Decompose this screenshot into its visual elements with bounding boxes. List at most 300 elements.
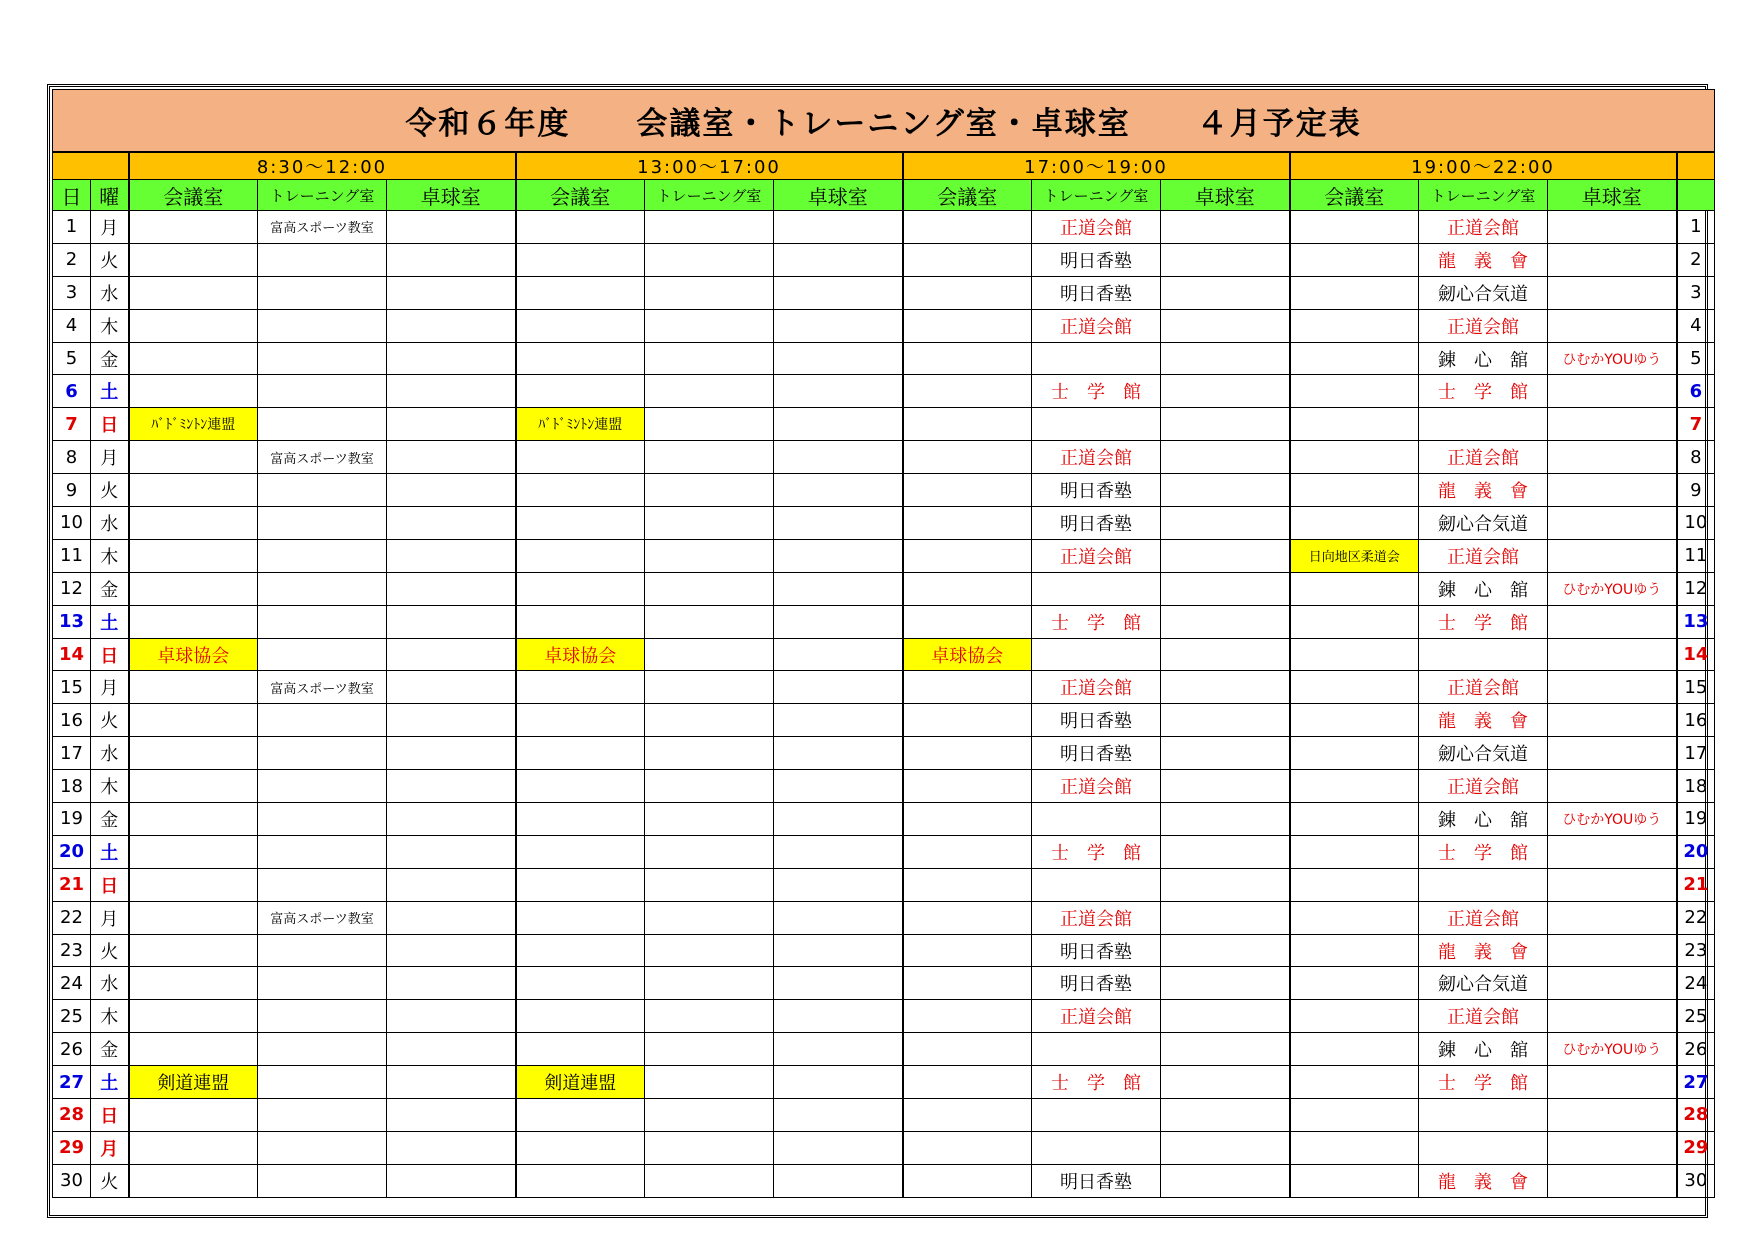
booking-night-meeting — [1290, 1033, 1419, 1066]
booking-night-training: 錬 心 舘 — [1419, 803, 1548, 836]
booking-early-evening-pingpong — [1161, 770, 1290, 803]
booking-night-pingpong — [1548, 901, 1677, 934]
room-header-meeting: 会議室 — [903, 180, 1032, 211]
day-number: 6 — [53, 375, 91, 408]
day-number: 10 — [53, 507, 91, 540]
booking-afternoon-meeting — [516, 507, 645, 540]
booking-morning-pingpong — [387, 276, 516, 309]
booking-afternoon-training — [645, 539, 774, 572]
booking-early-evening-training: 明日香塾 — [1032, 243, 1161, 276]
room-header-training: トレーニング室 — [258, 180, 387, 211]
booking-morning-meeting — [129, 770, 258, 803]
booking-morning-training: 富高スポーツ教室 — [258, 211, 387, 244]
booking-early-evening-training: 正道会館 — [1032, 901, 1161, 934]
booking-morning-meeting — [129, 671, 258, 704]
booking-morning-training — [258, 342, 387, 375]
booking-morning-training — [258, 474, 387, 507]
booking-afternoon-training — [645, 737, 774, 770]
day-number: 21 — [53, 868, 91, 901]
booking-afternoon-meeting — [516, 605, 645, 638]
booking-morning-pingpong — [387, 1099, 516, 1132]
booking-afternoon-meeting — [516, 539, 645, 572]
time-corner-cell — [53, 152, 129, 180]
day-row — [53, 704, 1715, 737]
booking-morning-meeting — [129, 868, 258, 901]
booking-night-training: 正道会館 — [1419, 211, 1548, 244]
booking-afternoon-training — [645, 1164, 774, 1197]
booking-morning-training — [258, 572, 387, 605]
day-row — [53, 901, 1715, 934]
booking-morning-training — [258, 1033, 387, 1066]
booking-morning-meeting: 卓球協会 — [129, 638, 258, 671]
booking-night-meeting — [1290, 934, 1419, 967]
booking-morning-pingpong — [387, 408, 516, 441]
booking-night-pingpong — [1548, 638, 1677, 671]
day-row — [53, 375, 1715, 408]
booking-afternoon-pingpong — [774, 474, 903, 507]
room-header-pingpong: 卓球室 — [387, 180, 516, 211]
weekday: 金 — [91, 803, 129, 836]
booking-early-evening-meeting — [903, 770, 1032, 803]
booking-night-training — [1419, 408, 1548, 441]
booking-night-pingpong — [1548, 737, 1677, 770]
day-number-right: 8 — [1677, 441, 1715, 474]
booking-morning-training — [258, 1099, 387, 1132]
booking-early-evening-meeting — [903, 1066, 1032, 1099]
booking-afternoon-pingpong — [774, 770, 903, 803]
booking-early-evening-training: 正道会館 — [1032, 309, 1161, 342]
booking-early-evening-pingpong — [1161, 704, 1290, 737]
booking-night-training: 士 学 館 — [1419, 1066, 1548, 1099]
booking-early-evening-training: 士 学 館 — [1032, 835, 1161, 868]
booking-morning-training — [258, 1066, 387, 1099]
booking-night-pingpong — [1548, 967, 1677, 1000]
booking-early-evening-training — [1032, 1131, 1161, 1164]
weekday: 木 — [91, 770, 129, 803]
booking-night-pingpong — [1548, 309, 1677, 342]
booking-morning-meeting — [129, 1099, 258, 1132]
day-row — [53, 309, 1715, 342]
booking-early-evening-pingpong — [1161, 868, 1290, 901]
booking-morning-meeting — [129, 539, 258, 572]
booking-early-evening-meeting — [903, 901, 1032, 934]
booking-early-evening-pingpong — [1161, 1164, 1290, 1197]
booking-night-meeting — [1290, 474, 1419, 507]
booking-night-meeting — [1290, 1164, 1419, 1197]
booking-afternoon-training — [645, 803, 774, 836]
day-row — [53, 539, 1715, 572]
booking-night-meeting — [1290, 1000, 1419, 1033]
day-number-right: 21 — [1677, 868, 1715, 901]
booking-night-pingpong — [1548, 1131, 1677, 1164]
weekday: 日 — [91, 1099, 129, 1132]
booking-early-evening-training: 士 学 館 — [1032, 605, 1161, 638]
booking-afternoon-meeting — [516, 1000, 645, 1033]
booking-morning-pingpong — [387, 835, 516, 868]
booking-night-training: 龍 義 會 — [1419, 704, 1548, 737]
booking-morning-meeting — [129, 1164, 258, 1197]
booking-early-evening-training — [1032, 803, 1161, 836]
booking-afternoon-pingpong — [774, 803, 903, 836]
booking-early-evening-pingpong — [1161, 835, 1290, 868]
booking-afternoon-training — [645, 704, 774, 737]
booking-night-meeting — [1290, 408, 1419, 441]
booking-afternoon-pingpong — [774, 276, 903, 309]
day-row — [53, 572, 1715, 605]
booking-morning-meeting — [129, 835, 258, 868]
booking-night-training — [1419, 1131, 1548, 1164]
booking-morning-training — [258, 967, 387, 1000]
time-slot-morning: 8:30～12:00 — [129, 152, 516, 180]
booking-afternoon-training — [645, 375, 774, 408]
booking-night-pingpong — [1548, 835, 1677, 868]
booking-early-evening-meeting — [903, 605, 1032, 638]
weekday: 月 — [91, 901, 129, 934]
booking-morning-pingpong — [387, 770, 516, 803]
booking-early-evening-training: 明日香塾 — [1032, 1164, 1161, 1197]
booking-morning-meeting — [129, 342, 258, 375]
booking-afternoon-training — [645, 342, 774, 375]
booking-early-evening-meeting — [903, 211, 1032, 244]
day-number: 12 — [53, 572, 91, 605]
booking-night-pingpong: ひむかYOUゆう — [1548, 572, 1677, 605]
booking-night-training: 劒心合気道 — [1419, 737, 1548, 770]
booking-early-evening-pingpong — [1161, 211, 1290, 244]
day-row — [53, 737, 1715, 770]
booking-early-evening-meeting — [903, 539, 1032, 572]
booking-early-evening-meeting — [903, 276, 1032, 309]
booking-afternoon-pingpong — [774, 671, 903, 704]
day-number-right: 11 — [1677, 539, 1715, 572]
booking-night-pingpong: ひむかYOUゆう — [1548, 1033, 1677, 1066]
booking-afternoon-pingpong — [774, 309, 903, 342]
booking-early-evening-pingpong — [1161, 901, 1290, 934]
booking-morning-meeting — [129, 967, 258, 1000]
booking-afternoon-training — [645, 1066, 774, 1099]
day-number-right: 29 — [1677, 1131, 1715, 1164]
booking-morning-pingpong — [387, 342, 516, 375]
weekday: 土 — [91, 835, 129, 868]
day-number: 15 — [53, 671, 91, 704]
booking-early-evening-pingpong — [1161, 803, 1290, 836]
booking-early-evening-meeting — [903, 671, 1032, 704]
day-number-right: 12 — [1677, 572, 1715, 605]
booking-morning-training — [258, 1000, 387, 1033]
booking-night-pingpong — [1548, 671, 1677, 704]
booking-early-evening-meeting — [903, 868, 1032, 901]
booking-night-training: 正道会館 — [1419, 901, 1548, 934]
booking-morning-meeting — [129, 605, 258, 638]
booking-morning-meeting — [129, 901, 258, 934]
booking-early-evening-training: 正道会館 — [1032, 539, 1161, 572]
booking-morning-pingpong — [387, 1033, 516, 1066]
booking-afternoon-pingpong — [774, 507, 903, 540]
booking-early-evening-pingpong — [1161, 441, 1290, 474]
booking-afternoon-training — [645, 868, 774, 901]
booking-morning-meeting — [129, 309, 258, 342]
booking-afternoon-meeting — [516, 803, 645, 836]
day-row — [53, 211, 1715, 244]
booking-morning-training: 富高スポーツ教室 — [258, 671, 387, 704]
booking-afternoon-training — [645, 572, 774, 605]
booking-afternoon-pingpong — [774, 1033, 903, 1066]
booking-morning-training — [258, 868, 387, 901]
day-number: 5 — [53, 342, 91, 375]
booking-early-evening-pingpong — [1161, 539, 1290, 572]
day-number: 1 — [53, 211, 91, 244]
booking-early-evening-pingpong — [1161, 408, 1290, 441]
day-number-right: 13 — [1677, 605, 1715, 638]
day-number: 29 — [53, 1131, 91, 1164]
day-row — [53, 835, 1715, 868]
booking-afternoon-training — [645, 671, 774, 704]
booking-afternoon-meeting — [516, 474, 645, 507]
booking-morning-meeting — [129, 276, 258, 309]
weekday: 月 — [91, 441, 129, 474]
booking-afternoon-pingpong — [774, 835, 903, 868]
booking-afternoon-meeting — [516, 342, 645, 375]
booking-night-training: 錬 心 舘 — [1419, 342, 1548, 375]
booking-morning-training — [258, 835, 387, 868]
weekday: 日 — [91, 868, 129, 901]
booking-night-meeting — [1290, 605, 1419, 638]
booking-early-evening-training: 士 学 館 — [1032, 375, 1161, 408]
booking-early-evening-training — [1032, 638, 1161, 671]
room-header-pingpong: 卓球室 — [1161, 180, 1290, 211]
booking-afternoon-meeting — [516, 737, 645, 770]
booking-afternoon-meeting — [516, 1131, 645, 1164]
booking-afternoon-training — [645, 638, 774, 671]
time-slot-row — [53, 152, 1715, 180]
booking-night-training: 劒心合気道 — [1419, 507, 1548, 540]
booking-afternoon-pingpong — [774, 1099, 903, 1132]
day-row — [53, 934, 1715, 967]
page-title: 令和６年度 会議室・トレーニング室・卓球室 ４月予定表 — [53, 90, 1715, 153]
booking-morning-training: 富高スポーツ教室 — [258, 441, 387, 474]
booking-early-evening-training: 明日香塾 — [1032, 507, 1161, 540]
weekday: 木 — [91, 539, 129, 572]
booking-morning-training — [258, 704, 387, 737]
booking-night-meeting — [1290, 309, 1419, 342]
day-number: 13 — [53, 605, 91, 638]
booking-afternoon-pingpong — [774, 704, 903, 737]
booking-early-evening-pingpong — [1161, 1131, 1290, 1164]
booking-afternoon-pingpong — [774, 441, 903, 474]
booking-afternoon-meeting — [516, 835, 645, 868]
booking-afternoon-meeting: 剣道連盟 — [516, 1066, 645, 1099]
booking-afternoon-training — [645, 474, 774, 507]
booking-early-evening-meeting — [903, 507, 1032, 540]
booking-morning-meeting — [129, 1131, 258, 1164]
booking-early-evening-training — [1032, 572, 1161, 605]
day-number-right: 9 — [1677, 474, 1715, 507]
room-header-training: トレーニング室 — [1419, 180, 1548, 211]
day-number: 27 — [53, 1066, 91, 1099]
day-number: 22 — [53, 901, 91, 934]
day-row — [53, 342, 1715, 375]
day-number-right: 24 — [1677, 967, 1715, 1000]
booking-early-evening-meeting — [903, 1164, 1032, 1197]
booking-afternoon-pingpong — [774, 1000, 903, 1033]
day-number-right: 30 — [1677, 1164, 1715, 1197]
room-header-meeting: 会議室 — [129, 180, 258, 211]
day-number: 17 — [53, 737, 91, 770]
booking-night-training: 正道会館 — [1419, 770, 1548, 803]
booking-night-meeting — [1290, 243, 1419, 276]
booking-morning-meeting — [129, 243, 258, 276]
booking-early-evening-training: 明日香塾 — [1032, 704, 1161, 737]
booking-early-evening-pingpong — [1161, 309, 1290, 342]
booking-morning-pingpong — [387, 243, 516, 276]
weekday: 月 — [91, 211, 129, 244]
day-row — [53, 1066, 1715, 1099]
booking-morning-training — [258, 309, 387, 342]
booking-afternoon-pingpong — [774, 868, 903, 901]
day-number-right: 23 — [1677, 934, 1715, 967]
booking-early-evening-training: 正道会館 — [1032, 441, 1161, 474]
booking-morning-training — [258, 934, 387, 967]
booking-morning-meeting: 剣道連盟 — [129, 1066, 258, 1099]
day-number-right: 16 — [1677, 704, 1715, 737]
booking-night-training — [1419, 868, 1548, 901]
booking-night-meeting — [1290, 901, 1419, 934]
weekday: 火 — [91, 1164, 129, 1197]
booking-night-meeting — [1290, 704, 1419, 737]
booking-afternoon-pingpong — [774, 934, 903, 967]
booking-early-evening-training: 正道会館 — [1032, 671, 1161, 704]
day-number-right: 5 — [1677, 342, 1715, 375]
booking-afternoon-pingpong — [774, 1164, 903, 1197]
booking-early-evening-pingpong — [1161, 1066, 1290, 1099]
booking-night-training: 士 学 館 — [1419, 835, 1548, 868]
room-header-pingpong: 卓球室 — [1548, 180, 1677, 211]
booking-afternoon-training — [645, 1131, 774, 1164]
booking-early-evening-meeting — [903, 1099, 1032, 1132]
booking-early-evening-meeting — [903, 1131, 1032, 1164]
day-number: 28 — [53, 1099, 91, 1132]
booking-afternoon-meeting — [516, 1164, 645, 1197]
booking-afternoon-meeting — [516, 704, 645, 737]
booking-morning-meeting — [129, 211, 258, 244]
weekday: 木 — [91, 309, 129, 342]
booking-morning-pingpong — [387, 1164, 516, 1197]
room-header-meeting: 会議室 — [1290, 180, 1419, 211]
booking-night-pingpong — [1548, 408, 1677, 441]
booking-afternoon-pingpong — [774, 572, 903, 605]
weekday: 土 — [91, 375, 129, 408]
booking-morning-meeting: ﾊﾞﾄﾞﾐﾝﾄﾝ連盟 — [129, 408, 258, 441]
day-row — [53, 671, 1715, 704]
booking-afternoon-meeting — [516, 868, 645, 901]
booking-early-evening-meeting — [903, 474, 1032, 507]
weekday: 日 — [91, 408, 129, 441]
booking-afternoon-meeting — [516, 441, 645, 474]
booking-morning-meeting — [129, 507, 258, 540]
booking-morning-training — [258, 375, 387, 408]
day-number-right: 4 — [1677, 309, 1715, 342]
booking-early-evening-pingpong — [1161, 1099, 1290, 1132]
day-number-right: 2 — [1677, 243, 1715, 276]
room-header-row — [53, 180, 1715, 211]
booking-early-evening-meeting — [903, 934, 1032, 967]
booking-night-pingpong: ひむかYOUゆう — [1548, 803, 1677, 836]
booking-afternoon-pingpong — [774, 967, 903, 1000]
day-number: 11 — [53, 539, 91, 572]
booking-afternoon-training — [645, 408, 774, 441]
booking-morning-pingpong — [387, 704, 516, 737]
booking-afternoon-pingpong — [774, 737, 903, 770]
booking-night-meeting — [1290, 572, 1419, 605]
booking-early-evening-training: 正道会館 — [1032, 1000, 1161, 1033]
booking-afternoon-pingpong — [774, 243, 903, 276]
booking-night-training: 龍 義 會 — [1419, 243, 1548, 276]
booking-early-evening-training: 明日香塾 — [1032, 737, 1161, 770]
booking-morning-pingpong — [387, 901, 516, 934]
booking-night-meeting — [1290, 737, 1419, 770]
header-end-cell — [1677, 180, 1715, 211]
booking-night-pingpong — [1548, 934, 1677, 967]
booking-night-meeting — [1290, 638, 1419, 671]
booking-afternoon-meeting: ﾊﾞﾄﾞﾐﾝﾄﾝ連盟 — [516, 408, 645, 441]
day-number: 25 — [53, 1000, 91, 1033]
day-number: 2 — [53, 243, 91, 276]
booking-night-training: 正道会館 — [1419, 539, 1548, 572]
day-number-right: 27 — [1677, 1066, 1715, 1099]
booking-night-pingpong — [1548, 1000, 1677, 1033]
weekday: 土 — [91, 605, 129, 638]
day-row — [53, 474, 1715, 507]
booking-early-evening-pingpong — [1161, 572, 1290, 605]
booking-morning-meeting — [129, 934, 258, 967]
booking-night-training: 正道会館 — [1419, 441, 1548, 474]
booking-early-evening-training: 明日香塾 — [1032, 276, 1161, 309]
booking-night-training: 劒心合気道 — [1419, 967, 1548, 1000]
booking-night-training: 正道会館 — [1419, 309, 1548, 342]
weekday: 水 — [91, 276, 129, 309]
day-number-right: 3 — [1677, 276, 1715, 309]
booking-early-evening-meeting — [903, 737, 1032, 770]
booking-night-meeting — [1290, 507, 1419, 540]
booking-early-evening-meeting — [903, 309, 1032, 342]
booking-afternoon-training — [645, 934, 774, 967]
booking-early-evening-meeting — [903, 408, 1032, 441]
booking-night-pingpong: ひむかYOUゆう — [1548, 342, 1677, 375]
day-number: 16 — [53, 704, 91, 737]
day-row — [53, 1033, 1715, 1066]
booking-night-meeting — [1290, 1066, 1419, 1099]
weekday: 金 — [91, 1033, 129, 1066]
booking-night-pingpong — [1548, 474, 1677, 507]
booking-night-training — [1419, 1099, 1548, 1132]
booking-morning-pingpong — [387, 539, 516, 572]
booking-morning-pingpong — [387, 1000, 516, 1033]
weekday: 金 — [91, 342, 129, 375]
booking-morning-training — [258, 276, 387, 309]
booking-morning-pingpong — [387, 967, 516, 1000]
day-row — [53, 803, 1715, 836]
booking-early-evening-pingpong — [1161, 605, 1290, 638]
day-number-right: 28 — [1677, 1099, 1715, 1132]
booking-afternoon-meeting — [516, 243, 645, 276]
booking-afternoon-training — [645, 901, 774, 934]
booking-morning-pingpong — [387, 309, 516, 342]
booking-night-pingpong — [1548, 441, 1677, 474]
booking-afternoon-meeting — [516, 309, 645, 342]
booking-morning-meeting — [129, 441, 258, 474]
booking-early-evening-meeting: 卓球協会 — [903, 638, 1032, 671]
day-number-right: 26 — [1677, 1033, 1715, 1066]
day-number: 24 — [53, 967, 91, 1000]
